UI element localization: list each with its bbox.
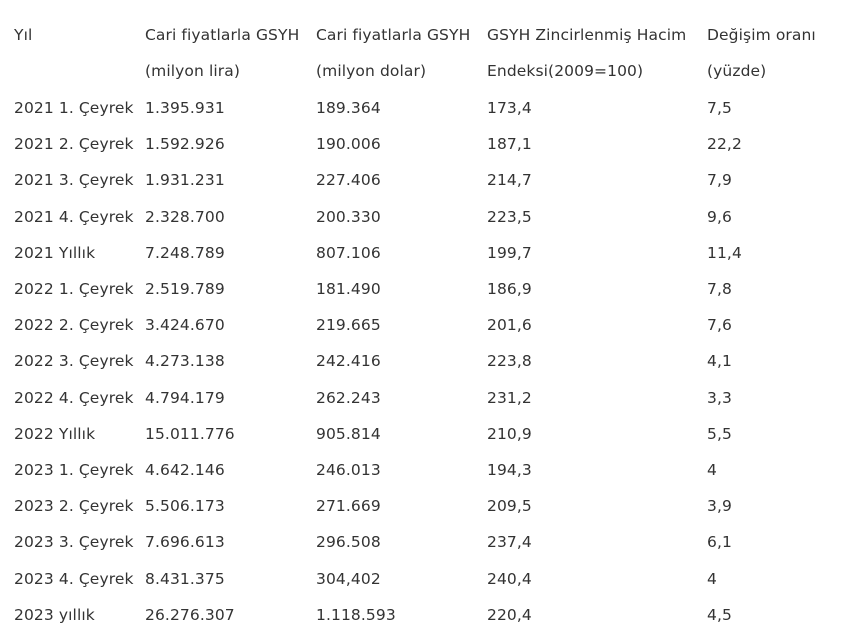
row-gdp-lira: 7.696.613 [145, 533, 225, 552]
row-change-rate: 5,5 [707, 424, 732, 443]
row-change-rate: 4 [707, 569, 717, 588]
row-volume-index: 223,8 [487, 352, 532, 371]
row-period: 2021 1. Çeyrek [14, 99, 134, 117]
table-row [0, 561, 859, 597]
table-row [0, 235, 859, 271]
row-gdp-dollar: 246.013 [316, 461, 381, 479]
table-row [0, 488, 859, 524]
row-gdp-lira: 26.276.307 [145, 605, 235, 624]
row-gdp-dollar: 181.490 [316, 280, 381, 298]
table-header-line-1 [0, 17, 859, 53]
row-volume-index: 231,2 [487, 388, 532, 407]
row-change-rate: 7,6 [707, 316, 732, 335]
row-period: 2023 4. Çeyrek [14, 569, 134, 588]
row-change-rate: 7,8 [707, 280, 732, 298]
row-volume-index: 173,4 [487, 99, 532, 117]
row-period: 2023 1. Çeyrek [14, 461, 134, 479]
row-change-rate: 7,9 [707, 171, 732, 190]
row-change-rate: 4,5 [707, 605, 732, 624]
row-gdp-lira: 8.431.375 [145, 569, 225, 588]
row-gdp-dollar: 189.364 [316, 99, 381, 117]
row-change-rate: 7,5 [707, 99, 732, 117]
table-row [0, 162, 859, 198]
row-change-rate: 9,6 [707, 207, 732, 226]
row-change-rate: 11,4 [707, 243, 742, 262]
row-volume-index: 187,1 [487, 135, 532, 154]
row-gdp-lira: 4.794.179 [145, 388, 225, 407]
table-row [0, 524, 859, 560]
row-period: 2021 2. Çeyrek [14, 135, 134, 154]
row-gdp-dollar: 304,402 [316, 569, 381, 588]
row-period: 2022 4. Çeyrek [14, 388, 134, 407]
row-gdp-dollar: 227.406 [316, 171, 381, 190]
row-volume-index: 199,7 [487, 243, 532, 262]
row-change-rate: 22,2 [707, 135, 742, 154]
row-period: 2022 3. Çeyrek [14, 352, 134, 371]
row-gdp-dollar: 296.508 [316, 533, 381, 552]
row-gdp-dollar: 242.416 [316, 352, 381, 371]
row-gdp-dollar: 807.106 [316, 243, 381, 262]
table-header-line-2 [0, 53, 859, 89]
row-gdp-lira: 2.519.789 [145, 280, 225, 298]
row-volume-index: 223,5 [487, 207, 532, 226]
row-gdp-dollar: 271.669 [316, 497, 381, 516]
header-volume-index: GSYH Zincirlenmiş Hacim [487, 26, 687, 44]
row-period: 2021 4. Çeyrek [14, 207, 134, 226]
table-row [0, 416, 859, 452]
table-row [0, 199, 859, 235]
header-gdp-dollar: Cari fiyatlarla GSYH [316, 26, 471, 44]
row-gdp-lira: 4.273.138 [145, 352, 225, 371]
row-period: 2022 1. Çeyrek [14, 280, 134, 298]
header-gdp-dollar-unit: (milyon dolar) [316, 62, 427, 80]
row-period: 2023 yıllık [14, 605, 95, 624]
table-row [0, 271, 859, 307]
row-change-rate: 6,1 [707, 533, 732, 552]
row-gdp-dollar: 190.006 [316, 135, 381, 154]
row-volume-index: 214,7 [487, 171, 532, 190]
row-gdp-dollar: 262.243 [316, 388, 381, 407]
row-gdp-lira: 4.642.146 [145, 461, 225, 479]
table-row [0, 597, 859, 633]
row-change-rate: 4 [707, 461, 717, 479]
table-row [0, 126, 859, 162]
row-volume-index: 209,5 [487, 497, 532, 516]
row-gdp-lira: 15.011.776 [145, 424, 235, 443]
row-volume-index: 210,9 [487, 424, 532, 443]
row-period: 2023 3. Çeyrek [14, 533, 134, 552]
row-gdp-lira: 3.424.670 [145, 316, 225, 335]
row-gdp-dollar: 905.814 [316, 424, 381, 443]
row-volume-index: 186,9 [487, 280, 532, 298]
header-change-rate-unit: (yüzde) [707, 62, 767, 80]
row-period: 2023 2. Çeyrek [14, 497, 134, 516]
row-volume-index: 194,3 [487, 461, 532, 479]
row-period: 2021 Yıllık [14, 243, 96, 262]
header-gdp-lira: Cari fiyatlarla GSYH [145, 26, 300, 44]
row-gdp-dollar: 1.118.593 [316, 605, 396, 624]
row-volume-index: 237,4 [487, 533, 532, 552]
row-gdp-lira: 5.506.173 [145, 497, 225, 516]
row-gdp-dollar: 219.665 [316, 316, 381, 335]
row-gdp-lira: 1.395.931 [145, 99, 225, 117]
row-gdp-lira: 2.328.700 [145, 207, 225, 226]
row-gdp-lira: 1.592.926 [145, 135, 225, 154]
row-volume-index: 240,4 [487, 569, 532, 588]
row-change-rate: 3,9 [707, 497, 732, 516]
header-change-rate: Değişim oranı [707, 26, 816, 44]
row-gdp-dollar: 200.330 [316, 207, 381, 226]
row-volume-index: 201,6 [487, 316, 532, 335]
table-row [0, 90, 859, 126]
row-volume-index: 220,4 [487, 605, 532, 624]
row-period: 2022 2. Çeyrek [14, 316, 134, 335]
header-year: Yıl [14, 26, 33, 44]
table-row [0, 307, 859, 343]
table-row [0, 380, 859, 416]
row-gdp-lira: 1.931.231 [145, 171, 225, 190]
row-change-rate: 3,3 [707, 388, 732, 407]
header-gdp-lira-unit: (milyon lira) [145, 62, 240, 80]
row-period: 2022 Yıllık [14, 424, 96, 443]
row-gdp-lira: 7.248.789 [145, 243, 225, 262]
table-row [0, 343, 859, 379]
table-row [0, 452, 859, 488]
header-volume-index-unit: Endeksi(2009=100) [487, 62, 644, 80]
row-change-rate: 4,1 [707, 352, 732, 371]
row-period: 2021 3. Çeyrek [14, 171, 134, 190]
